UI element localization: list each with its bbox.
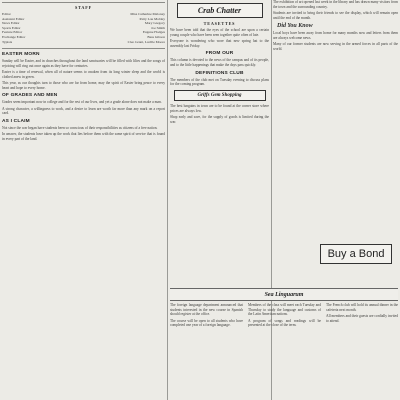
staff-row — [2, 40, 165, 45]
section-heading: DEFINITIONS CLUB — [195, 70, 244, 76]
paragraph: A strong character, a willingness to work, and a desire to learn are worth far more than any mark on a report card. — [2, 106, 165, 116]
lower-column-c — [326, 303, 398, 400]
staff-name: Joe Smith — [151, 25, 165, 30]
staff-role: Assistant Editor — [2, 16, 25, 21]
paragraph: Sunday will be Easter, and in churches throughout the land sanctuaries will be filled with lilies and the songs of rejoicing will ring out once again as they have for centuries. — [2, 59, 165, 68]
staff-divider — [2, 48, 165, 49]
paragraph: Easter is a time of renewal, when all of nature seems to awaken from its long winter sleep and the world is clothed anew in green. — [2, 70, 165, 79]
section-heading: OF GRADES AND MEN — [2, 93, 58, 99]
staff-title: STAFF — [75, 5, 92, 10]
paragraph: This year, as our thoughts turn to those who are far from home, may the spirit of Easter bring peace to every heart and hope to every home. — [2, 80, 165, 90]
top-rule — [2, 2, 165, 3]
column-divider — [167, 0, 168, 400]
staff-list — [2, 12, 165, 44]
right-top-text — [273, 0, 398, 20]
staff-name: Mary Gregory — [144, 21, 165, 26]
paragraph: Not since the war began have students been so conscious of their responsibilities as citizens of a free nation. — [2, 125, 158, 130]
paragraph: Grades seem important now in college and for the rest of our lives, and yet a grade alone does not make a man. — [2, 100, 162, 105]
paragraph: A program of songs and readings will be presented at the close of the term. — [248, 318, 321, 328]
paragraph: All members and their guests are cordially invited to attend. — [326, 313, 398, 323]
paragraph: The members of the club met on Tuesday evening to discuss plans for the coming program. — [170, 77, 269, 87]
staff-role: Exchange Editor — [2, 34, 26, 39]
editorials — [2, 52, 165, 141]
buy-a-bond-ad: Buy a Bond — [320, 244, 392, 264]
section-heading: FROM OUR — [205, 51, 234, 57]
staff-name: Cleo Grant, Lucille Moore — [127, 39, 165, 44]
paragraph: Students are invited to bring their friends to see the display, which will remain open until the end of the month. — [273, 10, 398, 20]
paragraph: This column is devoted to the news of the campus and of its people, and to the little happenings that make the days pass quickly. — [170, 58, 269, 68]
staff-name: Bess Gibson — [147, 34, 165, 39]
staff-role: Sports Editor — [2, 25, 21, 30]
staff-name: Patty Lou Mobley — [139, 16, 165, 21]
paragraph: Many of our former students are now serving in the armed forces in all parts of the world. — [273, 42, 398, 51]
section-heading: AS I CLAIM — [2, 118, 30, 124]
column-left — [2, 0, 165, 400]
paragraph: The foreign language department announced that students interested in the new course in Spanish should register at the office. — [170, 303, 243, 317]
shopping-items — [170, 104, 269, 124]
shopping-box: Griffs Gem Shopping — [174, 90, 266, 101]
lower-column-a — [170, 303, 243, 400]
paragraph: The course will be open to all students who have completed one year of a foreign language. — [170, 318, 243, 328]
paragraph: In answer, the students have taken up the work that lies before them with the same spirit of service that is found in every part of the land. — [2, 132, 165, 141]
section-banner: Sea Linguarum — [170, 288, 398, 301]
staff-role: News Editor — [2, 21, 20, 26]
crab-chatter-masthead: Crab Chatter — [177, 3, 263, 18]
paragraph: Everyone is wondering who wore that new spring hat to the assembly last Friday. — [170, 38, 269, 48]
staff-name: Eugene Hodges — [142, 30, 165, 35]
staff-role: Editor — [2, 12, 11, 16]
did-you-know-text — [273, 31, 398, 51]
chatter-items — [170, 28, 269, 87]
staff-role: Typists — [2, 39, 13, 44]
teasettes-subtitle: TEASETTES — [203, 21, 236, 26]
paragraph: The exhibition of art opened last week in the library and has drawn many visitors from the town and the surrounding country. — [273, 0, 398, 9]
staff-name: Miss Catherine Maloney — [130, 12, 165, 16]
paragraph: The best bargains in town are to be found at the corner store where prices are always low. — [170, 104, 269, 113]
paragraph: Local boys have been away from home for many months now and letters from them are always welcome news. — [273, 31, 398, 41]
paragraph: The French club will hold its annual dinner in the cafeteria next month. — [326, 303, 398, 312]
paragraph: Shop early and save, for the supply of goods is limited during the war. — [170, 115, 269, 124]
paragraph: We have been told that the eyes of the school are upon a certain young couple who have been seen together quite often of late. — [170, 28, 269, 37]
did-you-know-heading: Did You Know — [277, 23, 313, 30]
staff-role: Feature Editor — [2, 30, 23, 35]
section-heading: EASTER MORN — [2, 52, 40, 58]
paragraph: Members of the class will meet each Tuesday and Thursday to study the language and customs of the Latin American nations. — [248, 303, 321, 317]
lower-column-b — [248, 303, 321, 400]
